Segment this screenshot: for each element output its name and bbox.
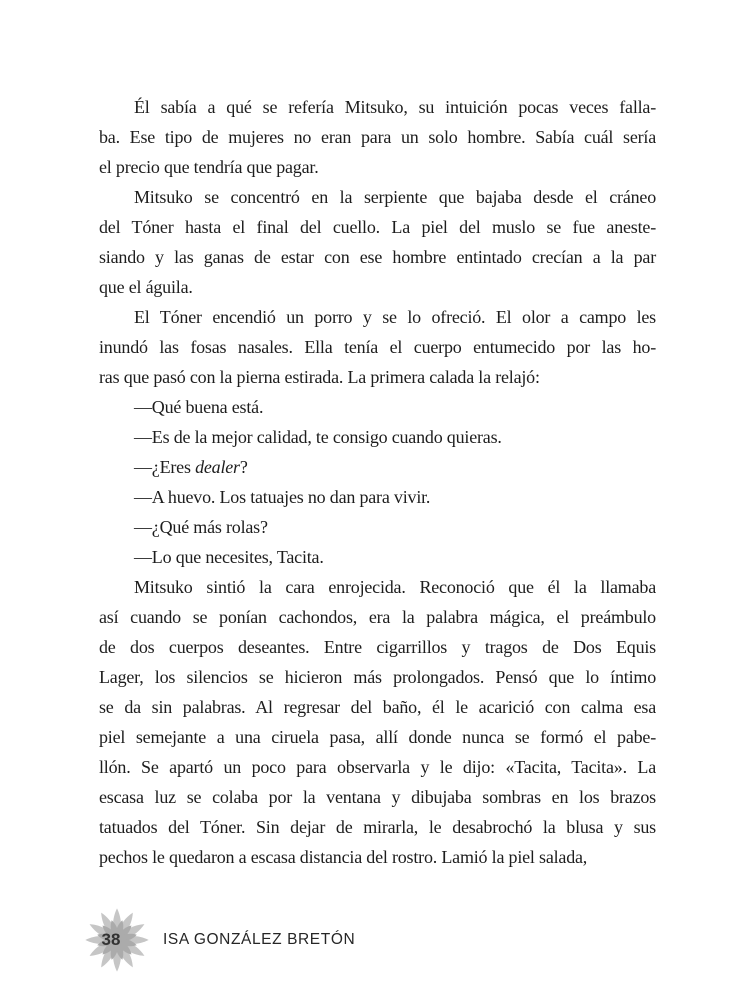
paragraph bbox=[99, 512, 656, 542]
paragraph bbox=[99, 542, 656, 572]
text-line: Lager, los silencios se hicieron más prolongados. Pensó que lo íntimo bbox=[99, 667, 656, 687]
text-line: —¿Eres dealer? bbox=[134, 457, 248, 477]
text-line: ras que pasó con la pierna estirada. La primera calada la relajó: bbox=[99, 367, 540, 387]
text-line: —Qué buena está. bbox=[134, 397, 264, 417]
text-line: del Tóner hasta el final del cuello. La piel del muslo se fue aneste- bbox=[99, 217, 656, 237]
paragraph bbox=[99, 302, 656, 392]
text-line: El Tóner encendió un porro y se lo ofreció. El olor a campo les bbox=[134, 307, 656, 327]
text-line: de dos cuerpos deseantes. Entre cigarrillos y tragos de Dos Equis bbox=[99, 637, 656, 657]
paragraph bbox=[99, 452, 656, 482]
text-line: ba. Ese tipo de mujeres no eran para un solo hombre. Sabía cuál sería bbox=[99, 127, 656, 147]
text-line: —Lo que necesites, Tacita. bbox=[134, 547, 324, 567]
paragraph bbox=[99, 182, 656, 302]
text-line: —Es de la mejor calidad, te consigo cuando quieras. bbox=[134, 427, 502, 447]
text-line: inundó las fosas nasales. Ella tenía el cuerpo entumecido por las ho- bbox=[99, 337, 656, 357]
text-line: que el águila. bbox=[99, 277, 193, 297]
author-name: ISA GONZÁLEZ BRETÓN bbox=[163, 931, 356, 948]
text-line: así cuando se ponían cachondos, era la palabra mágica, el preámbulo bbox=[99, 607, 656, 627]
paragraph bbox=[99, 92, 656, 182]
text-line: —¿Qué más rolas? bbox=[134, 517, 268, 537]
text-block bbox=[99, 92, 656, 872]
page-number: 38 bbox=[101, 930, 121, 949]
paragraph bbox=[99, 392, 656, 422]
text-line: tatuados del Tóner. Sin dejar de mirarla, le desabrochó la blusa y sus bbox=[99, 817, 656, 837]
paragraph bbox=[99, 572, 656, 872]
paragraph bbox=[99, 482, 656, 512]
page-footer bbox=[0, 900, 750, 980]
text-line: —A huevo. Los tatuajes no dan para vivir. bbox=[134, 487, 431, 507]
text-line: pechos le quedaron a escasa distancia del rostro. Lamió la piel salada, bbox=[99, 847, 588, 867]
text-line: siando y las ganas de estar con ese hombre entintado crecían a la par bbox=[99, 247, 656, 267]
text-line: Él sabía a qué se refería Mitsuko, su intuición pocas veces falla- bbox=[134, 97, 656, 117]
paragraph bbox=[99, 422, 656, 452]
text-line: se da sin palabras. Al regresar del baño, él le acarició con calma esa bbox=[99, 697, 656, 717]
text-line: llón. Se apartó un poco para observarla y le dijo: «Tacita, Tacita». La bbox=[99, 757, 656, 777]
text-line: piel semejante a una ciruela pasa, allí donde nunca se formó el pabe- bbox=[99, 727, 656, 747]
text-line: escasa luz se colaba por la ventana y dibujaba sombras en los brazos bbox=[99, 787, 656, 807]
text-line: Mitsuko sintió la cara enrojecida. Reconoció que él la llamaba bbox=[134, 577, 656, 597]
text-line: Mitsuko se concentró en la serpiente que bajaba desde el cráneo bbox=[134, 187, 656, 207]
text-line: el precio que tendría que pagar. bbox=[99, 157, 319, 177]
